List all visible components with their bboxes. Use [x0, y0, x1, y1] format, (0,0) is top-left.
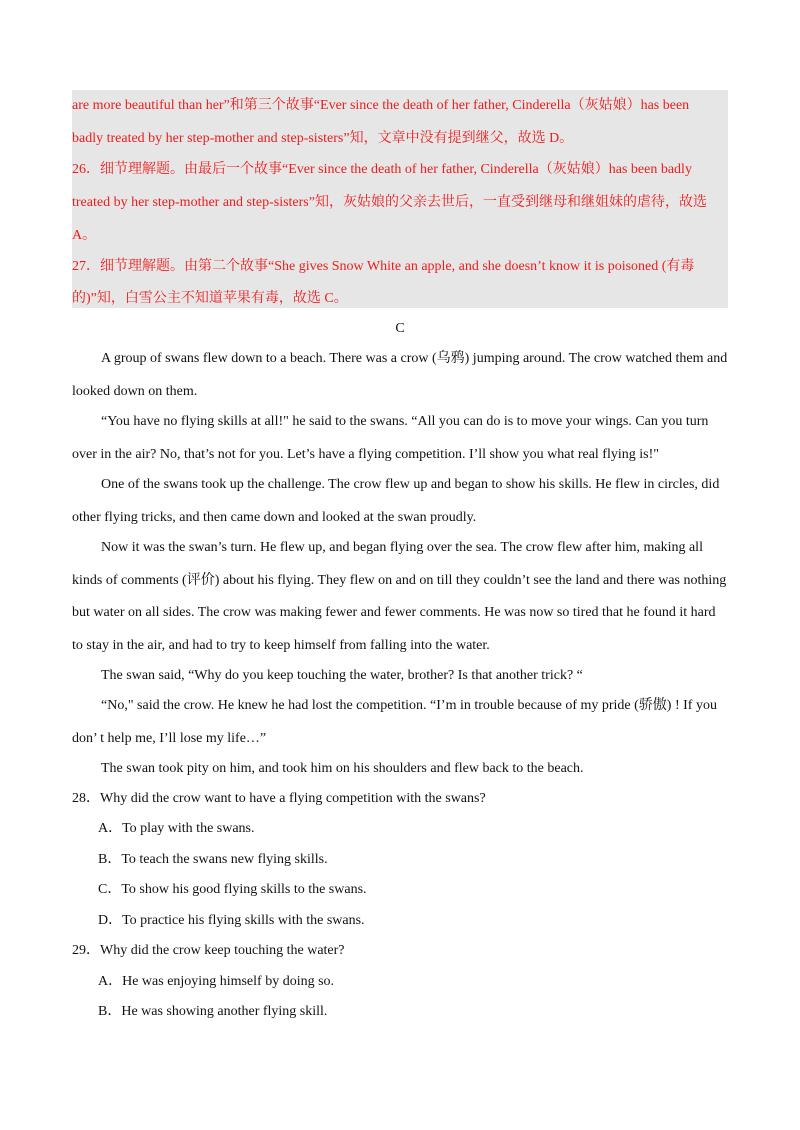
answer-line: 26．细节理解题。由最后一个故事“Ever since the death of her father, Cinderella（灰姑娘）has been badly — [72, 162, 692, 177]
answer-line: are more beautiful than her”和第三个故事“Ever since the death of her father, Cinderella（灰姑娘）has been — [72, 98, 690, 113]
answer-line: treated by her step-mother and step-sisters”知，灰姑娘的父亲去世后，一直受到继母和继姐妹的虐待，故选 — [72, 195, 707, 210]
passage-line: but water on all sides. The crow was making fewer and fewer comments. He was now so tired that he found it hard — [72, 605, 716, 620]
answer-option: A．To play with the swans. — [98, 821, 255, 836]
passage-line: The swan took pity on him, and took him on his shoulders and flew back to the beach. — [101, 761, 584, 776]
passage-line: One of the swans took up the challenge. The crow flew up and began to show his skills. He flew in circles, did — [101, 477, 720, 492]
answer-option: D．To practice his flying skills with the swans. — [98, 913, 365, 928]
passage-line: Now it was the swan’s turn. He flew up, and began flying over the sea. The crow flew after him, making all — [101, 540, 703, 555]
section-label: C — [395, 321, 405, 336]
answer-line: badly treated by her step-mother and step-sisters”知，文章中没有提到继父，故选 D。 — [72, 131, 574, 146]
passage-line: The swan said, “Why do you keep touching the water, brother? Is that another trick? “ — [101, 668, 583, 683]
answer-option: B．To teach the swans new flying skills. — [98, 852, 328, 867]
answer-line: 27．细节理解题。由第二个故事“She gives Snow White an apple, and she doesn’t know it is poisoned (有毒 — [72, 259, 695, 274]
passage-line: looked down on them. — [72, 384, 198, 399]
passage-line: don’ t help me, I’ll lose my life…” — [72, 731, 267, 746]
question-stem: 29．Why did the crow keep touching the water? — [72, 943, 345, 958]
answer-line: A。 — [72, 228, 97, 243]
passage-line: “No," said the crow. He knew he had lost the competition. “I’m in trouble because of my pride (骄傲) ! If you — [101, 698, 717, 713]
passage-line: A group of swans flew down to a beach. There was a crow (乌鸦) jumping around. The crow watched them and — [101, 351, 728, 366]
passage-line: kinds of comments (评价) about his flying. They flew on and on till they couldn’t see the land and there was nothing — [72, 573, 727, 588]
passage-line: over in the air? No, that’s not for you. Let’s have a flying competition. I’ll show you what real flying is!" — [72, 447, 659, 462]
passage-line: other flying tricks, and then came down and looked at the swan proudly. — [72, 510, 477, 525]
answer-line: 的)”知，白雪公主不知道苹果有毒，故选 C。 — [72, 291, 348, 306]
question-stem: 28．Why did the crow want to have a flying competition with the swans? — [72, 791, 486, 806]
passage-line: to stay in the air, and had to try to keep himself from falling into the water. — [72, 638, 490, 653]
answer-option: C．To show his good flying skills to the swans. — [98, 882, 367, 897]
answer-option: B．He was showing another flying skill. — [98, 1004, 328, 1019]
answer-option: A．He was enjoying himself by doing so. — [98, 974, 335, 989]
passage-line: “You have no flying skills at all!" he said to the swans. “All you can do is to move your wings. Can you turn — [101, 414, 709, 429]
